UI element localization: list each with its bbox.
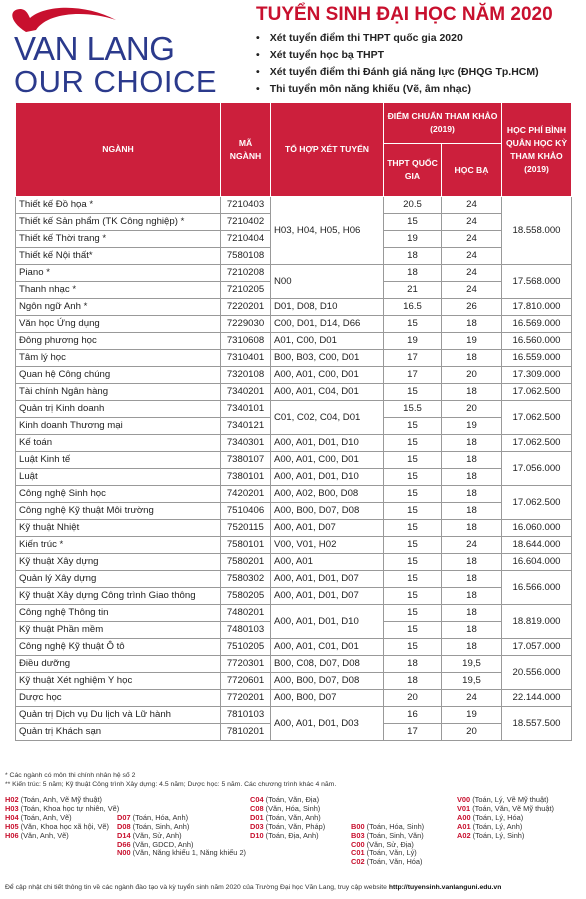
table-row — [16, 520, 572, 537]
major-name: Ngôn ngữ Anh * — [16, 299, 221, 316]
thpt-score: 15 — [384, 503, 442, 520]
legend-code: C08 — [250, 803, 264, 813]
major-code: 7520115 — [221, 520, 271, 537]
hocba-score: 24 — [442, 265, 502, 282]
major-name: Kỹ thuật Xét nghiệm Y học — [16, 673, 221, 690]
thpt-score: 15 — [384, 571, 442, 588]
major-name: Quản trị Khách sạn — [16, 724, 221, 741]
table-row — [16, 333, 572, 350]
legend-code: H06 — [5, 830, 19, 840]
thpt-score: 15 — [384, 622, 442, 639]
major-code: 7510406 — [221, 503, 271, 520]
page-title: TUYỂN SINH ĐẠI HỌC NĂM 2020 — [256, 4, 553, 25]
hocba-score: 19,5 — [442, 673, 502, 690]
thpt-score: 15 — [384, 605, 442, 622]
legend-desc: (Toán, Khoa học tự nhiên, Vẽ) — [20, 803, 120, 813]
major-code: 7310608 — [221, 333, 271, 350]
legend-code: C00 — [351, 839, 365, 849]
combo-cell: H03, H04, H05, H06 — [271, 197, 384, 265]
combo-cell: A00, A01, D01, D10 — [271, 605, 384, 639]
legend-item — [457, 832, 524, 841]
legend-desc: (Văn, Sử, Địa) — [366, 839, 414, 849]
major-code: 7210403 — [221, 197, 271, 214]
hocba-score: 20 — [442, 401, 502, 418]
legend-code: D14 — [117, 830, 131, 840]
combo-cell: A01, C00, D01 — [271, 333, 384, 350]
fee-cell: 16.559.000 — [502, 350, 572, 367]
hocba-score: 20 — [442, 724, 502, 741]
header-thpt: THPT QUỐC GIA — [384, 144, 442, 197]
legend-item — [5, 832, 69, 841]
hocba-score: 24 — [442, 690, 502, 707]
admission-method: • Xét tuyển điểm thi Đánh giá năng lực (ĐHQG Tp.HCM) — [256, 64, 539, 81]
legend-desc: (Toán, Văn, Địa) — [265, 795, 320, 804]
legend-desc: (Toán, Lý, Anh) — [472, 821, 523, 831]
thpt-score: 16 — [384, 707, 442, 724]
fee-cell: 16.566.000 — [502, 571, 572, 605]
major-name: Thiết kế Thời trang * — [16, 231, 221, 248]
hocba-score: 18 — [442, 588, 502, 605]
table-row — [16, 639, 572, 656]
major-name: Quan hệ Công chúng — [16, 367, 221, 384]
thpt-score: 20 — [384, 690, 442, 707]
major-code: 7340201 — [221, 384, 271, 401]
major-name: Thanh nhạc * — [16, 282, 221, 299]
major-name: Kế toán — [16, 435, 221, 452]
hocba-score: 18 — [442, 350, 502, 367]
legend-desc: (Toán, Hóa, Anh) — [132, 812, 189, 822]
thpt-score: 18 — [384, 656, 442, 673]
table-row — [16, 265, 572, 282]
table-row — [16, 605, 572, 622]
hocba-score: 18 — [442, 554, 502, 571]
thpt-score: 15 — [384, 214, 442, 231]
major-name: Quản trị Dịch vụ Du lịch và Lữ hành — [16, 707, 221, 724]
table-row — [16, 384, 572, 401]
combo-cell: A00, A02, B00, D08 — [271, 486, 384, 503]
major-code: 7580101 — [221, 537, 271, 554]
fee-cell: 16.569.000 — [502, 316, 572, 333]
major-code: 7229030 — [221, 316, 271, 333]
major-name: Piano * — [16, 265, 221, 282]
legend-desc: (Toán, Văn, Vẽ Mỹ thuật) — [472, 803, 554, 813]
combo-cell: C01, C02, C04, D01 — [271, 401, 384, 435]
hocba-score: 26 — [442, 299, 502, 316]
major-name: Công nghệ Kỹ thuật Môi trường — [16, 503, 221, 520]
legend-code: D01 — [250, 812, 264, 822]
combo-cell: A00, A01, D01, D07 — [271, 571, 384, 588]
thpt-score: 15 — [384, 452, 442, 469]
thpt-score: 17 — [384, 350, 442, 367]
hocba-score: 19 — [442, 418, 502, 435]
legend-code: D66 — [117, 839, 131, 849]
admission-method: • Thi tuyển môn năng khiếu (Vẽ, âm nhạc) — [256, 81, 539, 98]
legend-desc: (Văn, Sử, Anh) — [132, 830, 182, 840]
table-row — [16, 469, 572, 486]
thpt-score: 15 — [384, 554, 442, 571]
legend-desc: (Văn, Năng khiếu 1, Năng khiếu 2) — [132, 848, 247, 858]
thpt-score: 16.5 — [384, 299, 442, 316]
header-ref-score: ĐIỂM CHUẨN THAM KHẢO (2019) — [384, 103, 502, 144]
table-row — [16, 571, 572, 588]
fee-cell: 17.309.000 — [502, 367, 572, 384]
combo-cell: V00, V01, H02 — [271, 537, 384, 554]
major-name: Dược học — [16, 690, 221, 707]
header-major: NGÀNH — [16, 103, 221, 197]
header-combo: TỔ HỢP XÉT TUYỂN — [271, 103, 384, 197]
legend-code: A01 — [457, 821, 471, 831]
legend-code: D10 — [250, 830, 264, 840]
major-name: Kỹ thuật Nhiệt — [16, 520, 221, 537]
header-code: MÃ NGÀNH — [221, 103, 271, 197]
hocba-score: 19,5 — [442, 656, 502, 673]
combo-cell: A00, A01, C04, D01 — [271, 384, 384, 401]
major-code: 7210205 — [221, 282, 271, 299]
thpt-score: 15 — [384, 316, 442, 333]
note: * Các ngành có môn thi chính nhân hệ số 2 — [5, 772, 136, 779]
major-name: Thiết kế Nội thất* — [16, 248, 221, 265]
table-row — [16, 554, 572, 571]
fee-cell: 17.062.500 — [502, 384, 572, 401]
hocba-score: 18 — [442, 486, 502, 503]
major-code: 7340301 — [221, 435, 271, 452]
hocba-score: 18 — [442, 384, 502, 401]
legend-code: H02 — [5, 795, 19, 804]
major-name: Đông phương học — [16, 333, 221, 350]
thpt-score: 15 — [384, 384, 442, 401]
combo-cell: A00, A01, C00, D01 — [271, 452, 384, 469]
legend-desc: (Toán, Sinh, Văn) — [366, 830, 424, 840]
fee-cell: 17.062.500 — [502, 435, 572, 452]
major-name: Kỹ thuật Xây dựng Công trình Giao thông — [16, 588, 221, 605]
legend-desc: (Toán, Lý, Sinh) — [472, 830, 525, 840]
footer-link[interactable]: http://tuyensinh.vanlanguni.edu.vn — [388, 884, 502, 891]
combo-cell: A00, A01, C01, D01 — [271, 639, 384, 656]
van-lang-logo[interactable] — [6, 6, 236, 99]
table-row — [16, 503, 572, 520]
hocba-score: 24 — [442, 214, 502, 231]
footer — [5, 884, 501, 891]
table-row — [16, 486, 572, 503]
table-row — [16, 316, 572, 333]
combo-cell: A00, A01, D01, D10 — [271, 469, 384, 486]
legend-code: H04 — [5, 812, 19, 822]
major-code: 7340101 — [221, 401, 271, 418]
major-code: 7720601 — [221, 673, 271, 690]
legend-desc: (Toán, Lý, Vẽ Mỹ thuật) — [472, 795, 549, 804]
hocba-score: 18 — [442, 469, 502, 486]
thpt-score: 15 — [384, 418, 442, 435]
table-row — [16, 690, 572, 707]
legend-desc: (Toán, Văn, Hóa) — [366, 857, 423, 867]
major-code: 7810103 — [221, 707, 271, 724]
legend-code: D08 — [117, 821, 131, 831]
fee-cell: 17.062.500 — [502, 401, 572, 435]
thpt-score: 15 — [384, 537, 442, 554]
fee-cell: 18.819.000 — [502, 605, 572, 639]
major-name: Quản lý Xây dựng — [16, 571, 221, 588]
combo-cell: A00, A01, D01, D10 — [271, 435, 384, 452]
thpt-score: 15 — [384, 588, 442, 605]
combo-cell: B00, C08, D07, D08 — [271, 656, 384, 673]
major-code: 7210404 — [221, 231, 271, 248]
fee-cell: 16.060.000 — [502, 520, 572, 537]
legend-desc: (Toán, Văn, Anh) — [265, 812, 321, 822]
major-code: 7380101 — [221, 469, 271, 486]
major-name: Văn học Ứng dụng — [16, 316, 221, 333]
major-name: Quản trị Kinh doanh — [16, 401, 221, 418]
table-row — [16, 656, 572, 673]
major-code: 7480201 — [221, 605, 271, 622]
combo-cell: D01, D08, D10 — [271, 299, 384, 316]
footer-text: Để cập nhật chi tiết thông tin về các ngành đào tạo và kỳ tuyển sinh năm 2020 của Trường Đại học Văn Lang, truy cập website — [5, 884, 389, 891]
legend-desc: (Toán, Văn, Pháp) — [265, 821, 326, 831]
major-name: Công nghệ Kỹ thuật Ô tô — [16, 639, 221, 656]
legend-code: B00 — [351, 821, 365, 831]
thpt-score: 15.5 — [384, 401, 442, 418]
legend-desc: (Toán, Lý, Hóa) — [472, 812, 524, 822]
major-name: Thiết kế Sản phẩm (TK Công nghiệp) * — [16, 214, 221, 231]
admission-methods-list — [256, 30, 539, 98]
legend-code: V01 — [457, 803, 471, 813]
thpt-score: 18 — [384, 265, 442, 282]
combo-cell: A00, A01, D01, D03 — [271, 707, 384, 741]
legend-code: C02 — [351, 857, 365, 867]
major-code: 7720201 — [221, 690, 271, 707]
table-row — [16, 707, 572, 724]
hocba-score: 19 — [442, 333, 502, 350]
legend-code: D03 — [250, 821, 264, 831]
hocba-score: 18 — [442, 571, 502, 588]
notes — [5, 771, 336, 789]
combo-legend — [5, 796, 585, 876]
major-name: Kinh doanh Thương mại — [16, 418, 221, 435]
table-row — [16, 350, 572, 367]
table-row — [16, 367, 572, 384]
major-code: 7310401 — [221, 350, 271, 367]
header — [0, 0, 586, 100]
major-name: Kiến trúc * — [16, 537, 221, 554]
major-name: Điều dưỡng — [16, 656, 221, 673]
legend-desc: (Văn, Hóa, Sinh) — [265, 803, 321, 813]
major-code: 7580205 — [221, 588, 271, 605]
thpt-score: 18 — [384, 673, 442, 690]
legend-code: A00 — [457, 812, 471, 822]
combo-cell: C00, D01, D14, D66 — [271, 316, 384, 333]
thpt-score: 19 — [384, 333, 442, 350]
table-row — [16, 299, 572, 316]
fee-cell: 20.556.000 — [502, 656, 572, 690]
hocba-score: 18 — [442, 452, 502, 469]
major-name: Kỹ thuật Phần mềm — [16, 622, 221, 639]
combo-cell: A00, B00, D07, D08 — [271, 503, 384, 520]
major-name: Luật — [16, 469, 221, 486]
major-name: Tâm lý học — [16, 350, 221, 367]
fee-cell: 18.644.000 — [502, 537, 572, 554]
hocba-score: 18 — [442, 605, 502, 622]
admission-method: • Xét tuyển học bạ THPT — [256, 47, 539, 64]
hocba-score: 20 — [442, 367, 502, 384]
combo-cell: A00, A01, D07 — [271, 520, 384, 537]
major-name: Tài chính Ngân hàng — [16, 384, 221, 401]
major-code: 7580108 — [221, 248, 271, 265]
major-code: 7810201 — [221, 724, 271, 741]
legend-item — [351, 858, 423, 867]
major-name: Thiết kế Đồ họa * — [16, 197, 221, 214]
legend-desc: (Văn, Anh, Vẽ) — [20, 830, 69, 840]
table-row — [16, 588, 572, 605]
major-name: Kỹ thuật Xây dựng — [16, 554, 221, 571]
legend-item — [117, 849, 246, 858]
thpt-score: 15 — [384, 486, 442, 503]
fee-cell: 17.062.500 — [502, 486, 572, 520]
legend-code: H05 — [5, 821, 19, 831]
legend-code: C04 — [250, 795, 264, 804]
table-row — [16, 452, 572, 469]
hocba-score: 24 — [442, 197, 502, 214]
major-name: Công nghệ Sinh học — [16, 486, 221, 503]
major-code: 7340121 — [221, 418, 271, 435]
legend-desc: (Toán, Sinh, Anh) — [132, 821, 190, 831]
legend-code: V00 — [457, 795, 471, 804]
legend-desc: (Toán, Địa, Anh) — [265, 830, 319, 840]
combo-cell: A00, B00, D07 — [271, 690, 384, 707]
combo-cell: A00, A01, D01, D07 — [271, 588, 384, 605]
legend-desc: (Toán, Anh, Vẽ) — [20, 812, 72, 822]
combo-cell: B00, B03, C00, D01 — [271, 350, 384, 367]
major-code: 7220201 — [221, 299, 271, 316]
legend-code: A02 — [457, 830, 471, 840]
legend-desc: (Văn, GDCD, Anh) — [132, 839, 194, 849]
hocba-score: 18 — [442, 639, 502, 656]
admission-method: • Xét tuyển điểm thi THPT quốc gia 2020 — [256, 30, 539, 47]
hocba-score: 24 — [442, 248, 502, 265]
thpt-score: 21 — [384, 282, 442, 299]
logo-line-1: VAN LANG — [14, 30, 175, 67]
legend-desc: (Văn, Khoa học xã hội, Vẽ) — [20, 821, 109, 831]
major-code: 7480103 — [221, 622, 271, 639]
logo-line-2: OUR CHOICE — [14, 64, 218, 99]
table-row — [16, 673, 572, 690]
legend-code: H03 — [5, 803, 19, 813]
major-code: 7580201 — [221, 554, 271, 571]
fee-cell: 16.560.000 — [502, 333, 572, 350]
legend-code: N00 — [117, 848, 131, 858]
fee-cell: 22.144.000 — [502, 690, 572, 707]
combo-cell: N00 — [271, 265, 384, 299]
thpt-score: 15 — [384, 435, 442, 452]
note: ** Kiến trúc: 5 năm; Kỹ thuật Công trình Xây dựng: 4.5 năm; Dược học: 5 năm. Các chương trình khác 4 năm. — [5, 781, 337, 788]
hocba-score: 18 — [442, 520, 502, 537]
legend-desc: (Toán, Văn, Lý) — [366, 848, 417, 858]
major-code: 7510205 — [221, 639, 271, 656]
combo-cell: A00, B00, D07, D08 — [271, 673, 384, 690]
table-body — [16, 197, 572, 741]
major-code: 7580302 — [221, 571, 271, 588]
legend-code: D07 — [117, 812, 131, 822]
thpt-score: 15 — [384, 469, 442, 486]
major-code: 7210208 — [221, 265, 271, 282]
header-fee: HỌC PHÍ BÌNH QUÂN HỌC KỲ THAM KHẢO (2019) — [502, 103, 572, 197]
major-code: 7380107 — [221, 452, 271, 469]
fee-cell: 17.056.000 — [502, 452, 572, 486]
legend-desc: (Toán, Anh, Vẽ Mỹ thuật) — [20, 795, 102, 804]
fee-cell: 17.810.000 — [502, 299, 572, 316]
legend-code: B03 — [351, 830, 365, 840]
legend-desc: (Toán, Hóa, Sinh) — [366, 821, 425, 831]
major-name: Công nghệ Thông tin — [16, 605, 221, 622]
thpt-score: 20.5 — [384, 197, 442, 214]
hocba-score: 24 — [442, 231, 502, 248]
table-row — [16, 435, 572, 452]
hocba-score: 19 — [442, 707, 502, 724]
fee-cell: 18.557.500 — [502, 707, 572, 741]
major-code: 7420201 — [221, 486, 271, 503]
hocba-score: 18 — [442, 503, 502, 520]
thpt-score: 17 — [384, 367, 442, 384]
major-code: 7320108 — [221, 367, 271, 384]
thpt-score: 19 — [384, 231, 442, 248]
combo-cell: A00, A01 — [271, 554, 384, 571]
combo-cell: A00, A01, C00, D01 — [271, 367, 384, 384]
table-row — [16, 537, 572, 554]
major-code: 7720301 — [221, 656, 271, 673]
table-row — [16, 401, 572, 418]
hocba-score: 24 — [442, 537, 502, 554]
hocba-score: 18 — [442, 316, 502, 333]
hocba-score: 18 — [442, 435, 502, 452]
legend-item — [250, 832, 319, 841]
table-row — [16, 197, 572, 214]
thpt-score: 15 — [384, 520, 442, 537]
fee-cell: 17.568.000 — [502, 265, 572, 299]
legend-code: C01 — [351, 848, 365, 858]
header-hocba: HỌC BẠ — [442, 144, 502, 197]
hocba-score: 24 — [442, 282, 502, 299]
fee-cell: 16.604.000 — [502, 554, 572, 571]
thpt-score: 15 — [384, 639, 442, 656]
fee-cell: 17.057.000 — [502, 639, 572, 656]
thpt-score: 17 — [384, 724, 442, 741]
thpt-score: 18 — [384, 248, 442, 265]
fee-cell: 18.558.000 — [502, 197, 572, 265]
major-code: 7210402 — [221, 214, 271, 231]
hocba-score: 18 — [442, 622, 502, 639]
major-name: Luật Kinh tế — [16, 452, 221, 469]
admission-table — [15, 102, 572, 741]
